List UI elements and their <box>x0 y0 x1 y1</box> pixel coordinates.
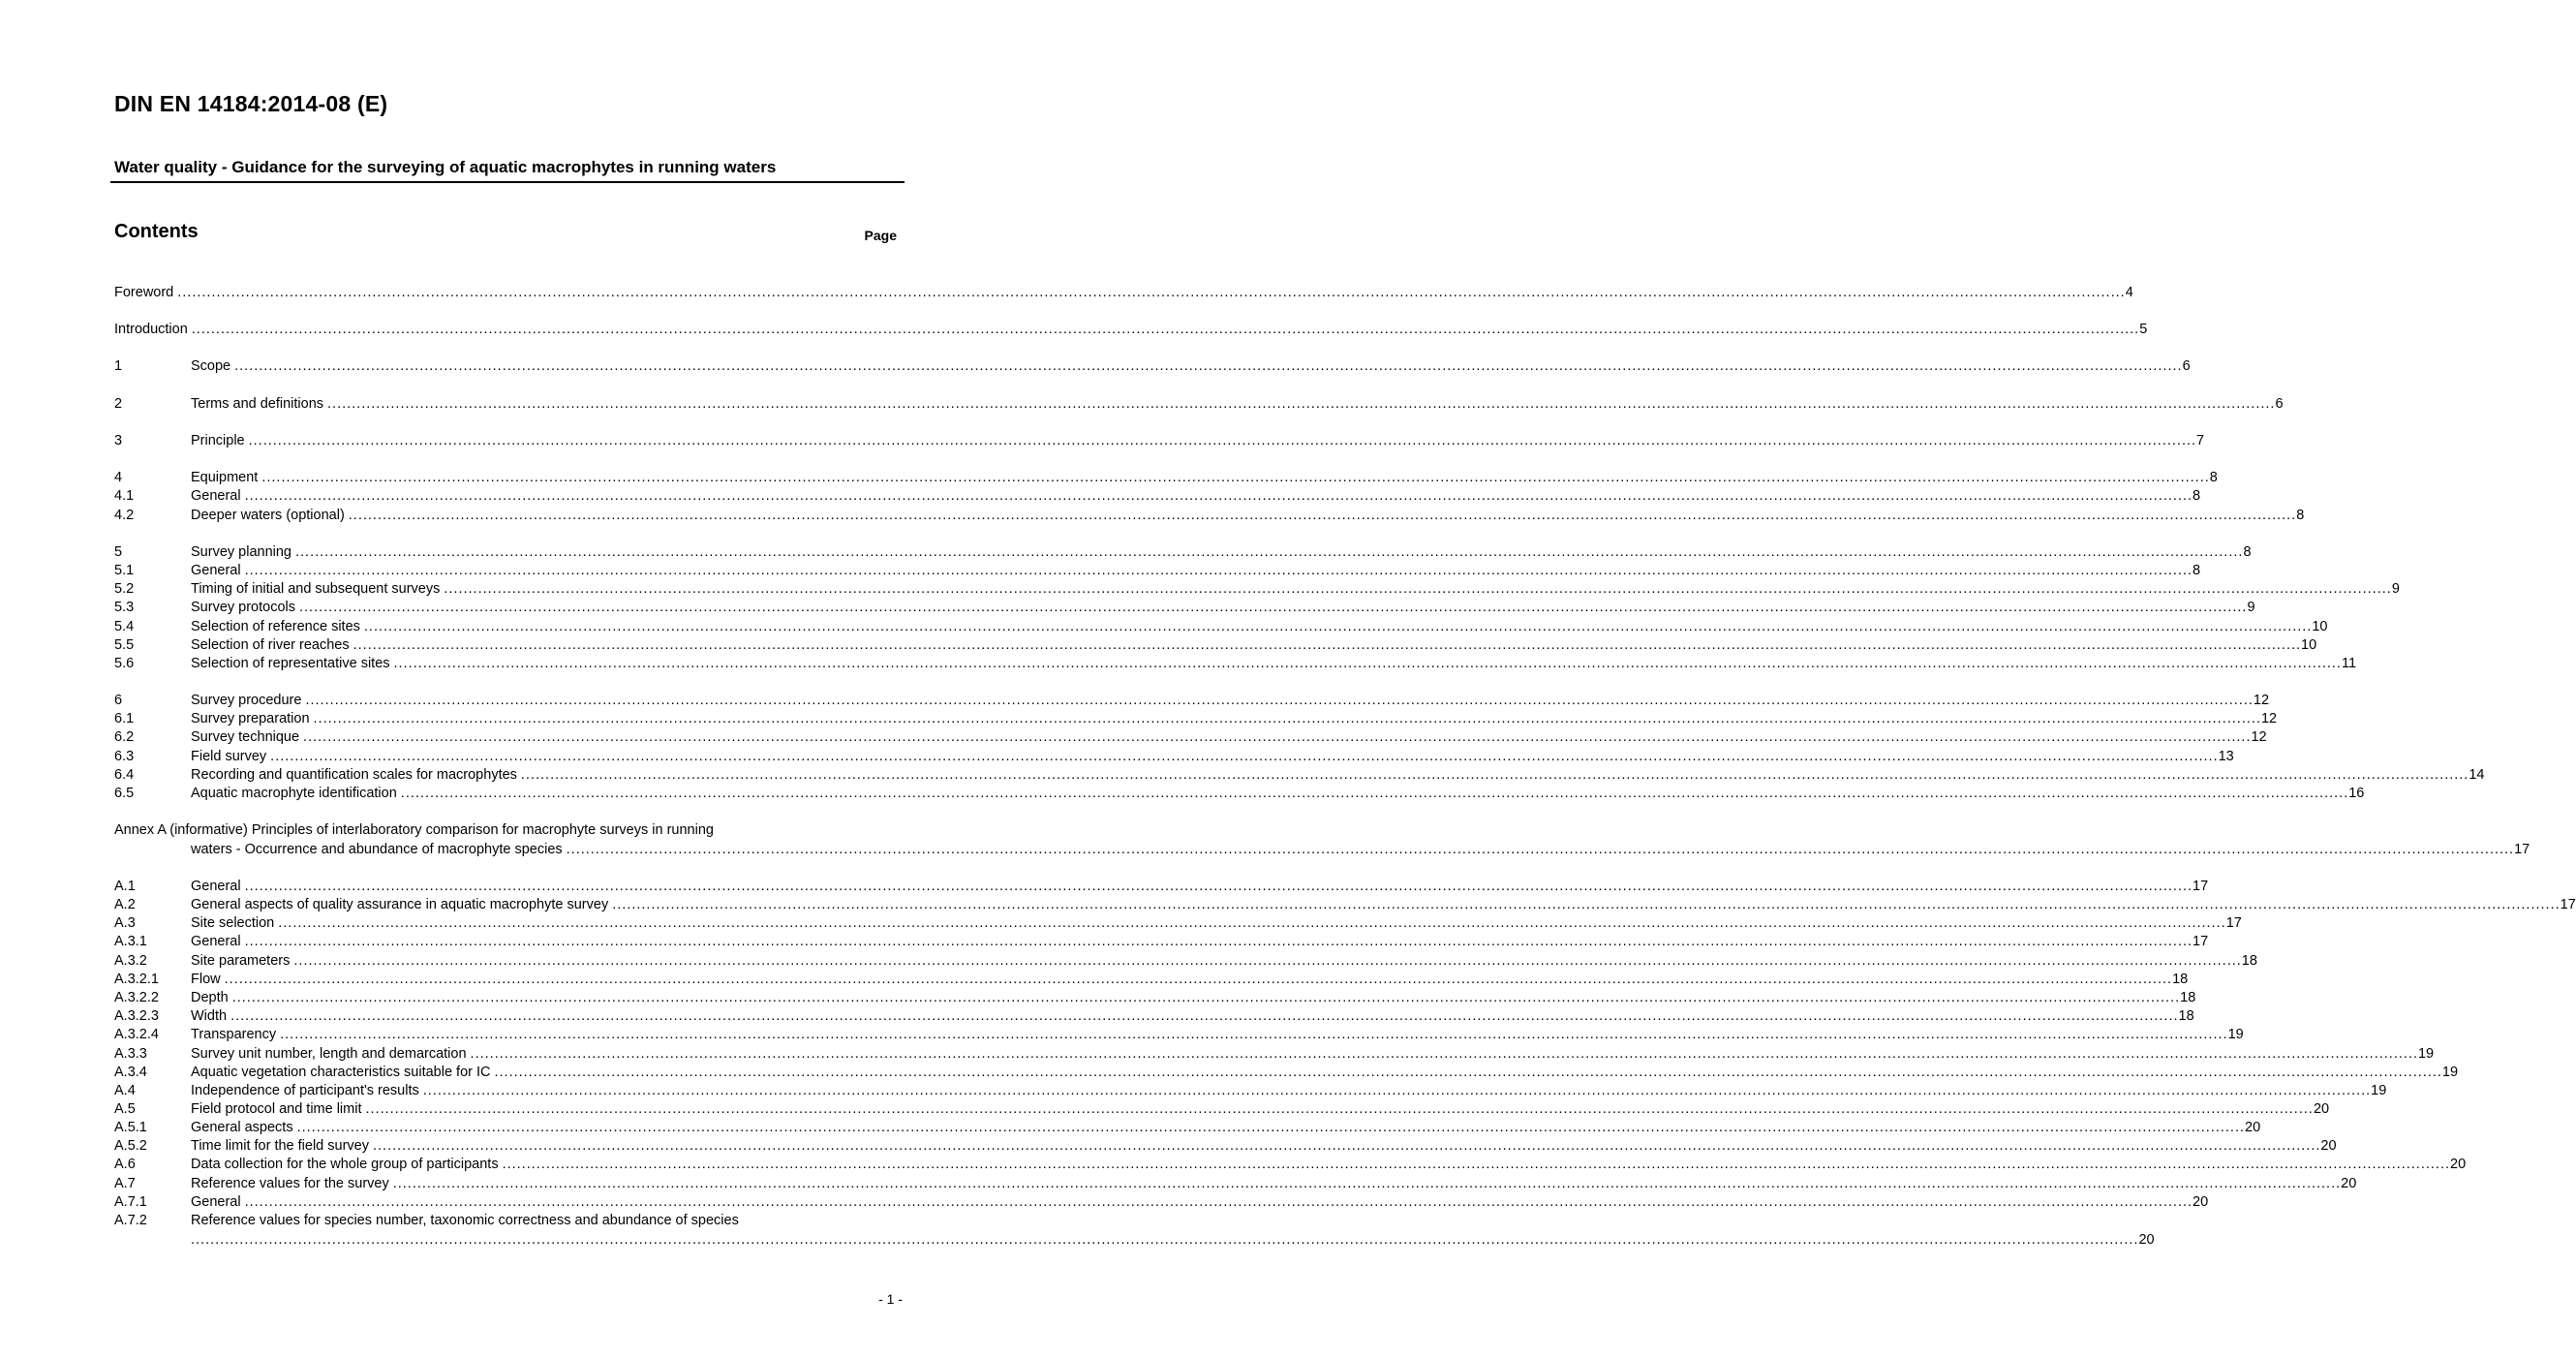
toc-entry-title: General <box>191 933 245 951</box>
toc-entry-number: A.4 <box>114 1083 136 1098</box>
dot-leader: ................................................................................................................................................................................................................................................................................................................................................................................................................ <box>230 1008 2179 1024</box>
dot-leader: ................................................................................................................................................................................................................................................................................................................................................................................................................ <box>566 842 2515 857</box>
toc-entry-number: A.5.2 <box>114 1138 147 1154</box>
footer-page-number: - 1 - <box>878 1291 903 1307</box>
toc-entry-page: 17 <box>2193 879 2209 894</box>
toc-entry-page: 10 <box>2301 637 2317 653</box>
annex-page-number: 17 <box>2514 842 2530 857</box>
dot-leader: ................................................................................................................................................................................................................................................................................................................................................................................................................ <box>244 488 2193 504</box>
dot-leader: ................................................................................................................................................................................................................................................................................................................................................................................................................ <box>353 637 2302 653</box>
toc-entry-page: 18 <box>2241 953 2257 969</box>
document-title: Water quality - Guidance for the surveying of aquatic macrophytes in running waters <box>114 158 777 176</box>
toc-entry-number: 6.2 <box>114 729 135 745</box>
toc-entry-number: A.5.1 <box>114 1120 147 1135</box>
toc-entry-title: Data collection for the whole group of participants <box>191 1156 503 1174</box>
toc-entry-number: A.3.1 <box>114 934 147 949</box>
toc-entry-title: General <box>191 562 245 580</box>
dot-leader: ................................................................................................................................................................................................................................................................................................................................................................................................................ <box>244 1194 2193 1210</box>
dot-leader: ................................................................................................................................................................................................................................................................................................................................................................................................................ <box>278 915 2226 931</box>
dot-leader: ................................................................................................................................................................................................................................................................................................................................................................................................................ <box>372 1138 2321 1154</box>
toc-entry-number: A.5 <box>114 1101 136 1117</box>
toc-entry-number: A.7.1 <box>114 1194 147 1210</box>
toc-entry-title: Reference values for the survey <box>191 1175 393 1193</box>
toc-entry-title: Field survey <box>191 748 270 766</box>
dot-leader: ................................................................................................................................................................................................................................................................................................................................................................................................................ <box>234 358 2183 374</box>
toc-entry-title: Survey unit number, length and demarcation <box>191 1045 471 1064</box>
dot-leader: ................................................................................................................................................................................................................................................................................................................................................................................................................ <box>502 1157 2451 1172</box>
toc-entry-number: A.3.2.1 <box>114 972 159 987</box>
dot-leader: ................................................................................................................................................................................................................................................................................................................................................................................................................ <box>244 879 2193 894</box>
toc-entry-page: 12 <box>2251 729 2267 745</box>
toc-entry-number: A.6 <box>114 1157 136 1172</box>
toc-entry-number: A.3 <box>114 915 136 931</box>
toc-entry-number: 4.2 <box>114 508 135 523</box>
dot-leader: ................................................................................................................................................................................................................................................................................................................................................................................................................ <box>280 1027 2228 1042</box>
toc-entry-title: Site selection <box>191 914 278 933</box>
document-id: DIN EN 14184:2014-08 (E) <box>114 91 388 116</box>
toc-entry-page: 19 <box>2227 1027 2244 1042</box>
dot-leader: ................................................................................................................................................................................................................................................................................................................................................................................................................ <box>244 934 2193 949</box>
dot-leader: ................................................................................................................................................................................................................................................................................................................................................................................................................ <box>494 1065 2442 1080</box>
toc-entry-title: Reference values for species number, taxonomic correctness and abundance of species <box>191 1213 739 1228</box>
toc-entry-title: Field protocol and time limit <box>191 1100 366 1119</box>
dot-leader: ................................................................................................................................................................................................................................................................................................................................................................................................................ <box>313 711 2261 726</box>
toc-entry-title: Survey protocols <box>191 599 299 617</box>
toc-entry-page: 12 <box>2253 693 2270 708</box>
toc-entry-page: 8 <box>2193 563 2201 578</box>
toc-entry-page: 20 <box>2341 1176 2357 1191</box>
toc-entry-title: Flow <box>191 971 225 989</box>
toc-entry-number: 4.1 <box>114 488 135 504</box>
dot-leader: ................................................................................................................................................................................................................................................................................................................................................................................................................ <box>261 470 2210 485</box>
toc-entry-page: 17 <box>2193 934 2209 949</box>
toc-entry-number: A.2 <box>114 897 136 912</box>
toc-entry-title: Survey procedure <box>191 692 305 710</box>
toc-entry-title: General aspects <box>191 1119 297 1137</box>
toc-entry-number: A.3.4 <box>114 1065 147 1080</box>
toc-entry-number: A.7 <box>114 1176 136 1191</box>
toc-entry-page: 18 <box>2178 1008 2194 1024</box>
toc-entry-page: 17 <box>2560 897 2576 912</box>
toc-entry-page: 11 <box>2341 656 2357 671</box>
toc-entry-number: 3 <box>114 433 123 448</box>
toc-entry-title: Width <box>191 1007 230 1026</box>
toc-entry-title: Recording and quantification scales for macrophytes <box>191 766 521 785</box>
dot-leader: ................................................................................................................................................................................................................................................................................................................................................................................................................ <box>244 563 2193 578</box>
toc-entry-number: A.3.2 <box>114 953 147 969</box>
toc-entry-page: 20 <box>2313 1101 2330 1117</box>
toc-entry-number: 4 <box>114 470 123 485</box>
toc-entry-title: Selection of reference sites <box>191 618 364 636</box>
dot-leader: ................................................................................................................................................................................................................................................................................................................................................................................................................ <box>224 972 2173 987</box>
dot-leader: ................................................................................................................................................................................................................................................................................................................................................................................................................ <box>296 1120 2246 1135</box>
dot-leader: ................................................................................................................................................................................................................................................................................................................................................................................................................ <box>231 990 2181 1005</box>
toc-entry-page: 20 <box>2450 1157 2467 1172</box>
toc-entry-number: A.3.2.3 <box>114 1008 159 1024</box>
dot-leader: ................................................................................................................................................................................................................................................................................................................................................................................................................ <box>305 693 2254 708</box>
toc-entry-page: 5 <box>2139 322 2148 337</box>
toc-entry-title: Aquatic vegetation characteristics suitable for IC <box>191 1064 494 1082</box>
toc-entry-number: A.1 <box>114 879 136 894</box>
toc-entry-number: 1 <box>114 358 123 374</box>
toc-entry-title: Terms and definitions <box>191 395 327 414</box>
toc-entry-page: 12 <box>2260 711 2278 726</box>
dot-leader: ................................................................................................................................................................................................................................................................................................................................................................................................................ <box>444 581 2392 597</box>
toc-entry-page: 13 <box>2218 749 2234 764</box>
toc-entry-page: 8 <box>2296 508 2305 523</box>
toc-entry-page: 18 <box>2180 990 2196 1005</box>
toc-entry-title: Foreword <box>114 284 177 302</box>
toc-entry-title: Site parameters <box>191 952 293 971</box>
toc-entry-page: 19 <box>2441 1065 2459 1080</box>
toc-entry-page: 8 <box>2243 544 2252 560</box>
toc-entry-page: 8 <box>2209 470 2218 485</box>
toc-entry-number: 5.2 <box>114 581 135 597</box>
dot-leader: ................................................................................................................................................................................................................................................................................................................................................................................................................ <box>612 897 2561 912</box>
dot-leader: ................................................................................................................................................................................................................................................................................................................................................................................................................ <box>303 729 2252 745</box>
toc-entry-number: 5.1 <box>114 563 135 578</box>
dot-leader: ................................................................................................................................................................................................................................................................................................................................................................................................................ <box>392 1176 2342 1191</box>
toc-entry-title: Aquatic macrophyte identification <box>191 785 401 803</box>
toc-entry-page: 17 <box>2225 915 2242 931</box>
dot-leader: ................................................................................................................................................................................................................................................................................................................................................................................................................ <box>393 656 2342 671</box>
toc-entry-number: 5.5 <box>114 637 135 653</box>
dot-leader: ................................................................................................................................................................................................................................................................................................................................................................................................................ <box>299 600 2248 615</box>
toc-entry-title: Timing of initial and subsequent surveys <box>191 580 444 599</box>
toc-entry-number: A.3.3 <box>114 1046 147 1062</box>
toc-entry-title: Deeper waters (optional) <box>191 507 349 525</box>
toc-entry-number: 5.6 <box>114 656 135 671</box>
toc-entry-title: Time limit for the field survey <box>191 1137 373 1156</box>
dot-leader: ................................................................................................................................................................................................................................................................................................................................................................................................................ <box>520 767 2469 783</box>
annex-title-line2: waters - Occurrence and abundance of macrophyte species <box>191 842 563 857</box>
toc-entry-page: 20 <box>2245 1120 2261 1135</box>
dot-leader: ................................................................................................................................................................................................................................................................................................................................................................................................................ <box>295 544 2244 560</box>
dot-leader: ................................................................................................................................................................................................................................................................................................................................................................................................................ <box>470 1046 2418 1062</box>
toc-entry-page: 16 <box>2348 786 2365 801</box>
toc-entry-page: 19 <box>2417 1046 2435 1062</box>
toc-entry-number: 5 <box>114 544 123 560</box>
toc-entry-number: A.3.2.2 <box>114 990 159 1005</box>
toc-entry-title: Transparency <box>191 1026 280 1044</box>
toc-entry-page: 18 <box>2172 972 2189 987</box>
toc-entry-title: Survey preparation <box>191 710 314 728</box>
dot-leader: ................................................................................................................................................................................................................................................................................................................................................................................................................ <box>422 1083 2372 1098</box>
dot-leader: ................................................................................................................................................................................................................................................................................................................................................................................................................ <box>327 396 2276 412</box>
page-column-heading: Page <box>864 228 897 243</box>
toc-entry-title: General <box>191 1193 245 1212</box>
toc-entry-number: 2 <box>114 396 123 412</box>
toc-entry-page: 20 <box>2193 1194 2209 1210</box>
toc-entry-title: Selection of river reaches <box>191 636 353 655</box>
toc-entry-title: General aspects of quality assurance in aquatic macrophyte survey <box>191 896 612 914</box>
toc-entry-page: 14 <box>2469 767 2485 783</box>
toc-entry-page: 4 <box>2125 285 2133 300</box>
toc-entry-page: 7 <box>2196 433 2205 448</box>
dot-leader: ................................................................................................................................................................................................................................................................................................................................................................................................................ <box>348 508 2297 523</box>
toc-entry-number: 6 <box>114 693 123 708</box>
toc-entry-title: General <box>191 878 245 896</box>
dot-leader: ................................................................................................................................................................................................................................................................................................................................................................................................................ <box>293 953 2242 969</box>
toc-entry-page: 10 <box>2312 619 2328 634</box>
toc-entry-title: Scope <box>191 357 234 376</box>
dot-leader: ................................................................................................................................................................................................................................................................................................................................................................................................................ <box>400 786 2349 801</box>
toc-entry-number: 6.1 <box>114 711 135 726</box>
toc-entry-title: Survey technique <box>191 728 303 747</box>
dot-leader: ................................................................................................................................................................................................................................................................................................................................................................................................................ <box>248 433 2197 448</box>
toc-entry-page: 9 <box>2247 600 2255 615</box>
toc-entry-title: Principle <box>191 432 249 450</box>
toc-entry-page: 20 <box>2138 1232 2155 1248</box>
dot-leader: ................................................................................................................................................................................................................................................................................................................................................................................................................ <box>177 285 2126 300</box>
toc-entry-title: Survey planning <box>191 543 295 562</box>
toc-entry-title: General <box>191 487 245 506</box>
toc-entry-number: 6.3 <box>114 749 135 764</box>
annex-title-line1: Annex A (informative) Principles of interlaboratory comparison for macrophyte surveys in running <box>114 822 714 838</box>
dot-leader: ................................................................................................................................................................................................................................................................................................................................................................................................................ <box>270 749 2219 764</box>
toc-entry-number: 5.3 <box>114 600 135 615</box>
toc-entry-title: Independence of participant's results <box>191 1082 423 1100</box>
dot-leader: ................................................................................................................................................................................................................................................................................................................................................................................................................ <box>191 322 2140 337</box>
toc-entry-number: 6.5 <box>114 786 135 801</box>
toc-entry-page: 6 <box>2182 358 2191 374</box>
dot-leader: ................................................................................................................................................................................................................................................................................................................................................................................................................ <box>365 1101 2314 1117</box>
toc-entry-page: 20 <box>2320 1138 2337 1154</box>
dot-leader: ................................................................................................................................................................................................................................................................................................................................................................................................................ <box>191 1232 2139 1248</box>
toc-entry-page: 8 <box>2193 488 2201 504</box>
toc-entry-title: Depth <box>191 989 232 1007</box>
toc-entry-number: 5.4 <box>114 619 135 634</box>
toc-entry-number: A.3.2.4 <box>114 1027 159 1042</box>
toc-entry-number: 6.4 <box>114 767 135 783</box>
toc-entry-page: 6 <box>2275 396 2284 412</box>
toc-entry-title: Equipment <box>191 469 261 487</box>
dot-leader: ................................................................................................................................................................................................................................................................................................................................................................................................................ <box>363 619 2313 634</box>
toc-entry-page: 19 <box>2371 1083 2387 1098</box>
toc-entry-title: Introduction <box>114 321 192 339</box>
toc-entry-title: Selection of representative sites <box>191 655 394 673</box>
toc-entry-number: A.7.2 <box>114 1213 147 1228</box>
title-underline <box>110 181 905 183</box>
toc-entry-page: 9 <box>2391 581 2400 597</box>
contents-heading: Contents <box>114 221 199 242</box>
